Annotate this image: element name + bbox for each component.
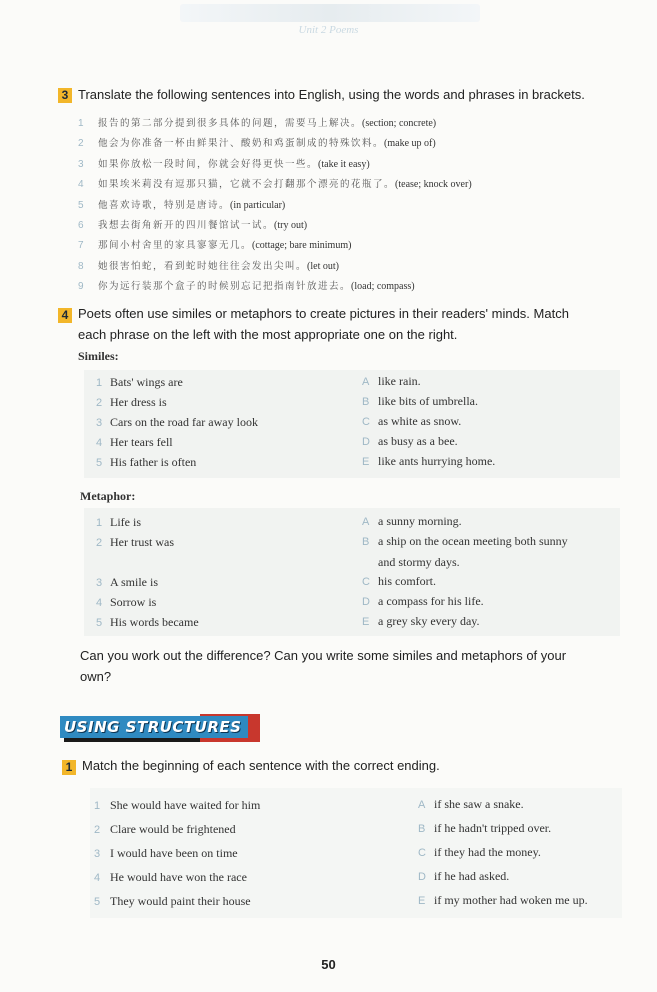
list-item: 1 She would have waited for him: [94, 798, 261, 812]
list-item: 4 He would have won the race: [94, 870, 247, 884]
list-item: 5 His words became: [96, 615, 199, 629]
section-banner: [60, 714, 260, 742]
exercise-4-followup-line2: own?: [80, 669, 112, 684]
list-item: B a ship on the ocean meeting both sunny: [362, 534, 568, 548]
list-item: 7 那间小村舍里的家具寥寥无几。(cottage; bare minimum): [78, 240, 352, 252]
list-item: A a sunny morning.: [362, 514, 462, 528]
list-item: 1 报告的第二部分提到很多具体的问题，需要马上解决。(section; concrete): [78, 118, 437, 129]
section-title: USING STRUCTURES: [64, 718, 242, 736]
metaphor-heading: Metaphor:: [80, 489, 136, 503]
list-item: 8 她很害怕蛇，看到蛇时她往往会发出尖叫。(let out): [78, 260, 339, 272]
unit-label: Unit 2 Poems: [298, 24, 359, 36]
list-item: 1 Life is: [96, 515, 141, 529]
list-item: B if he hadn't tripped over.: [418, 821, 552, 835]
list-item: 2 他会为你准备一杯由鲜果汁、酸奶和鸡蛋制成的特殊饮料。(make up of): [78, 138, 436, 150]
list-item: 1 Bats' wings are: [96, 375, 183, 389]
exercise-1-number: 1: [62, 760, 76, 775]
exercise-4-number: 4: [58, 308, 72, 323]
list-item: 4 如果埃米莉没有逗那只猫，它就不会打翻那个漂亮的花瓶了。(tease; knock over): [78, 179, 472, 191]
list-item: A like rain.: [362, 374, 421, 388]
list-item: A if she saw a snake.: [418, 797, 524, 811]
list-item: 2 Her dress is: [96, 395, 167, 409]
list-item: D as busy as a bee.: [362, 434, 458, 448]
list-item: D a compass for his life.: [362, 594, 484, 608]
list-item: 6 我想去街角新开的四川餐馆试一试。(try out): [78, 219, 308, 231]
exercise-3-list: [78, 114, 638, 298]
exercise-4-instruction-line2: each phrase on the left with the most appropriate one on the right.: [78, 327, 458, 342]
list-item: B like bits of umbrella.: [362, 394, 478, 408]
list-item: C his comfort.: [362, 574, 436, 588]
list-item: 4 Sorrow is: [96, 595, 157, 609]
page-number: 50: [321, 957, 336, 972]
list-item: 5 They would paint their house: [94, 894, 251, 908]
list-item: D if he had asked.: [418, 869, 510, 883]
list-item: C if they had the money.: [418, 845, 541, 859]
list-item: E like ants hurrying home.: [362, 454, 496, 468]
list-item: 2 Her trust was: [96, 535, 174, 549]
list-item: 4 Her tears fell: [96, 435, 173, 449]
exercise-4-followup-line1: Can you work out the difference? Can you write some similes and metaphors of your: [80, 648, 567, 663]
list-item: 5 他喜欢诗歌，特别是唐诗。(in particular): [78, 199, 286, 211]
list-item: E a grey sky every day.: [362, 614, 480, 628]
exercise-3-number: 3: [58, 88, 72, 103]
header-title-bar: [180, 4, 480, 22]
exercise-1-instruction: Match the beginning of each sentence with the correct ending.: [82, 758, 440, 773]
list-item: 3 如果你放松一段时间，你就会好得更快一些。(take it easy): [78, 158, 370, 170]
list-item: 3 A smile is: [96, 575, 159, 589]
list-item: 2 Clare would be frightened: [94, 822, 236, 836]
list-item: 5 His father is often: [96, 455, 197, 469]
list-item-continuation: and stormy days.: [378, 555, 460, 569]
similes-heading: Similes:: [78, 349, 119, 363]
exercise-4-instruction-line1: Poets often use similes or metaphors to create pictures in their readers' minds. Match: [78, 306, 569, 321]
list-item: 3 Cars on the road far away look: [96, 415, 258, 429]
exercise-3-instruction: Translate the following sentences into English, using the words and phrases in brackets.: [78, 87, 585, 102]
list-item: E if my mother had woken me up.: [418, 893, 588, 907]
list-item: 9 你为远行装那个盒子的时候别忘记把指南针放进去。(load; compass): [78, 281, 415, 293]
list-item: C as white as snow.: [362, 414, 462, 428]
list-item: 3 I would have been on time: [94, 846, 238, 860]
